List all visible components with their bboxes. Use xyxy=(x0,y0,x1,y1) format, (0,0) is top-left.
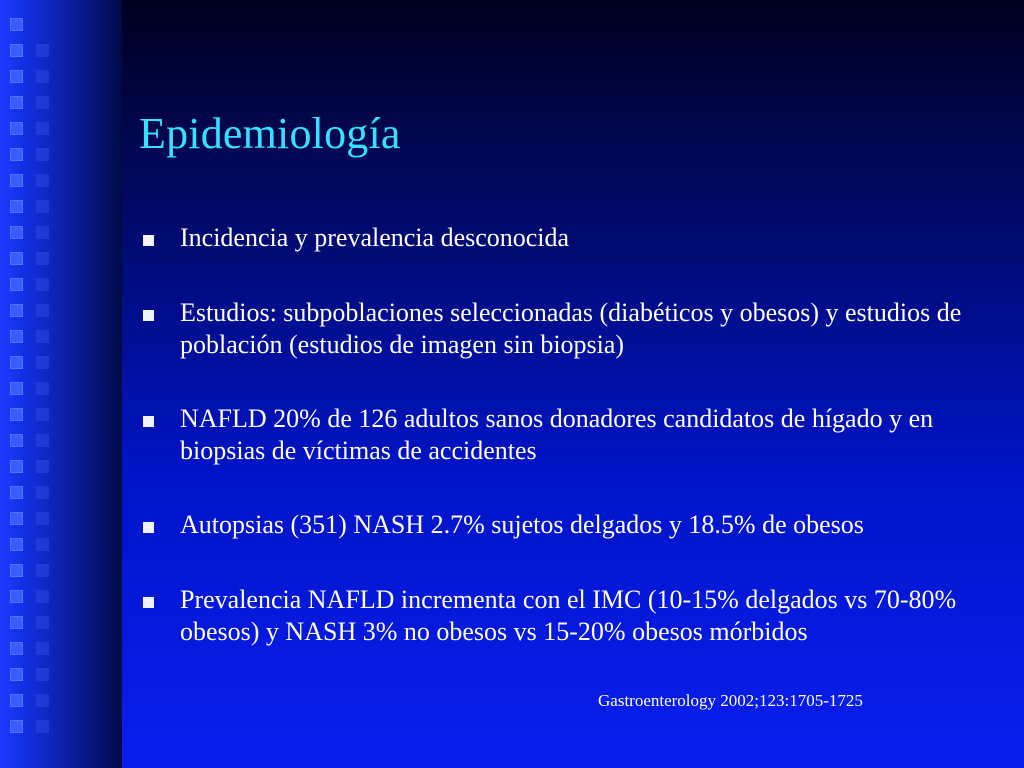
square-bullet-icon xyxy=(143,597,154,608)
sidebar-decoration xyxy=(0,0,122,768)
bullet-text: NAFLD 20% de 126 adultos sanos donadores candidatos de hígado y en biopsias de víctimas de accidentes xyxy=(180,404,934,465)
sidebar-square-pattern-faint xyxy=(36,44,50,733)
slide-title: Epidemiología xyxy=(139,109,401,158)
bullet-text: Prevalencia NAFLD incrementa con el IMC (10-15% delgados vs 70-80% obesos) y NASH 3% no obesos vs 15-20% obesos mórbidos xyxy=(180,585,957,646)
bullet-text: Incidencia y prevalencia desconocida xyxy=(180,223,570,252)
sidebar-square-pattern xyxy=(10,18,24,733)
bullet-item xyxy=(142,297,992,361)
square-bullet-icon xyxy=(143,522,154,533)
bullet-item xyxy=(142,584,992,648)
square-bullet-icon xyxy=(143,310,154,321)
bullet-item xyxy=(142,222,992,254)
bullet-item xyxy=(142,509,992,541)
bullet-text: Estudios: subpoblaciones seleccionadas (diabéticos y obesos) y estudios de población (estudios de imagen sin biopsia) xyxy=(180,298,962,359)
square-bullet-icon xyxy=(143,416,154,427)
bullet-text: Autopsias (351) NASH 2.7% sujetos delgados y 18.5% de obesos xyxy=(180,510,864,539)
square-bullet-icon xyxy=(143,235,154,246)
citation: Gastroenterology 2002;123:1705-1725 xyxy=(598,691,863,710)
bullet-item xyxy=(142,403,992,467)
